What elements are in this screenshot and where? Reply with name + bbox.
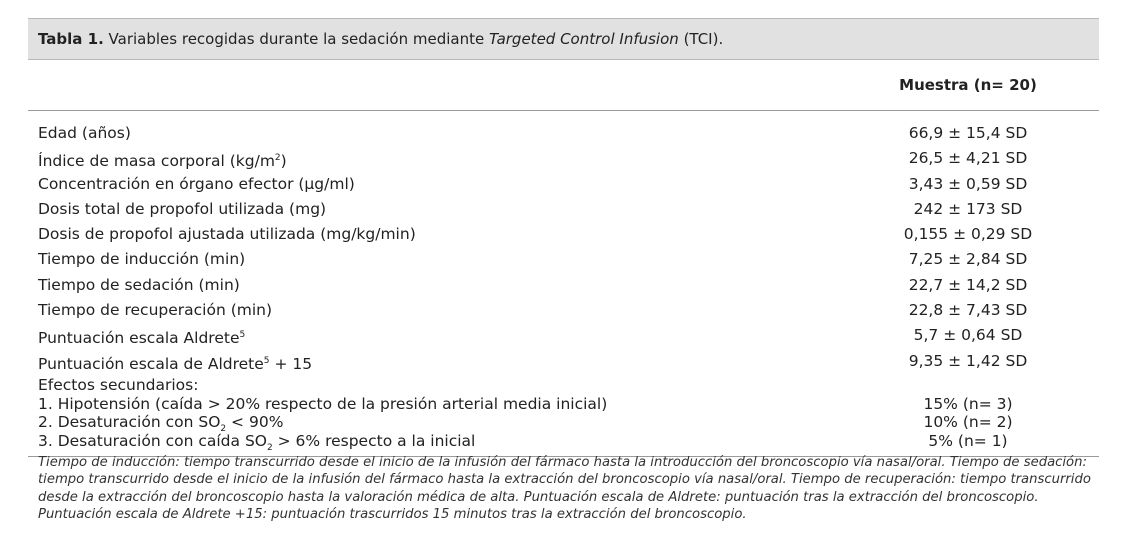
table-row: [28, 121, 1099, 146]
table-body: [28, 111, 1099, 457]
side-effect-item: [28, 395, 1099, 414]
table-row: [28, 146, 1099, 171]
row-value: 7,25 ± 2,84 SD: [908, 250, 1028, 269]
side-effects-title: Efectos secundarios:: [38, 375, 199, 394]
row-value: 66,9 ± 15,4 SD: [908, 124, 1028, 142]
side-effect-value: 5% (n= 1): [928, 431, 1008, 450]
row-value: 0,155 ± 0,29 SD: [903, 225, 1033, 244]
row-value: 3,43 ± 0,59 SD: [908, 174, 1028, 193]
side-effects-group: [28, 375, 1099, 454]
table-row: [28, 197, 1099, 222]
side-effect-label: 1. Hipotensión (caída > 20% respecto de la presión arterial media inicial): [38, 394, 608, 413]
row-label: Puntuación escala Aldrete$^5$: [38, 329, 246, 348]
row-label: Dosis total de propofol utilizada (mg): [38, 199, 327, 218]
table-row: [28, 273, 1099, 298]
table-row: [28, 323, 1099, 348]
row-value: 22,8 ± 7,43 SD: [908, 301, 1028, 320]
row-label: Edad (años): [38, 124, 131, 142]
row-label: Puntuación escala de Aldrete$^5$ + 15: [38, 354, 313, 373]
table-number: Tabla 1.: [38, 30, 104, 48]
table-row: [28, 298, 1099, 323]
side-effect-label: 3. Desaturación con caída $SO_2 > 6\%$ respecto a la inicial: [38, 431, 476, 454]
row-value: 242 ± 173 SD: [913, 199, 1023, 218]
table-row: [28, 349, 1099, 374]
table-header: [28, 60, 1099, 111]
row-label: Dosis de propofol ajustada utilizada (mg/kg/min): [38, 225, 416, 244]
side-effect-label: 2. Desaturación con $SO_2 < 90\%$: [38, 413, 284, 435]
table-row: [28, 172, 1099, 197]
row-label: Índice de masa corporal $(kg/m^2)$: [38, 152, 287, 171]
table-row: [28, 222, 1099, 247]
table-footnote: Tiempo de inducción: tiempo transcurrido desde el inicio de la infusión del fármaco hasta la introducción del broncoscopio vía nasal/oral. Tiempo de sedación: tiempo transcurrido desde el inicio de la infusión del fármaco hasta la extracción del broncoscopio vía nasal/oral. Tiempo de recuperación: tiempo transcurrido desde la extracción del broncoscopio hasta la valoración médica de alta. Puntuación escala de Aldrete: puntuación tras la extracción del broncoscopio. Puntuación escala de Aldrete +15: puntuación trascurridos 15 minutos tras la extracción del broncoscopio.: [38, 455, 1091, 522]
row-label: Concentración en órgano efector (µg/ml): [38, 174, 355, 193]
table-caption: [28, 18, 1099, 60]
row-value: 22,7 ± 14,2 SD: [908, 275, 1028, 294]
row-value: 5,7 ± 0,64 SD: [913, 326, 1023, 345]
data-table: [28, 18, 1099, 457]
table-row: [28, 247, 1099, 272]
row-value: 9,35 ± 1,42 SD: [908, 351, 1028, 370]
side-effect-value: 10% (n= 2): [923, 413, 1013, 432]
caption-text: Variables recogidas durante la sedación mediante: [103, 30, 489, 48]
side-effect-value: 15% (n= 3): [923, 394, 1013, 413]
caption-italic: Targeted Control Infusion: [488, 30, 679, 48]
row-label: Tiempo de recuperación (min): [38, 301, 273, 320]
side-effect-item: [28, 431, 1099, 454]
caption-text-end: (TCI).: [678, 30, 724, 48]
row-label: Tiempo de sedación (min): [38, 275, 240, 294]
row-value: 26,5 ± 4,21 SD: [908, 149, 1028, 168]
side-effect-item: [28, 413, 1099, 435]
row-label: Tiempo de inducción (min): [38, 250, 246, 269]
column-header-sample: Muestra (n= 20): [899, 76, 1037, 94]
